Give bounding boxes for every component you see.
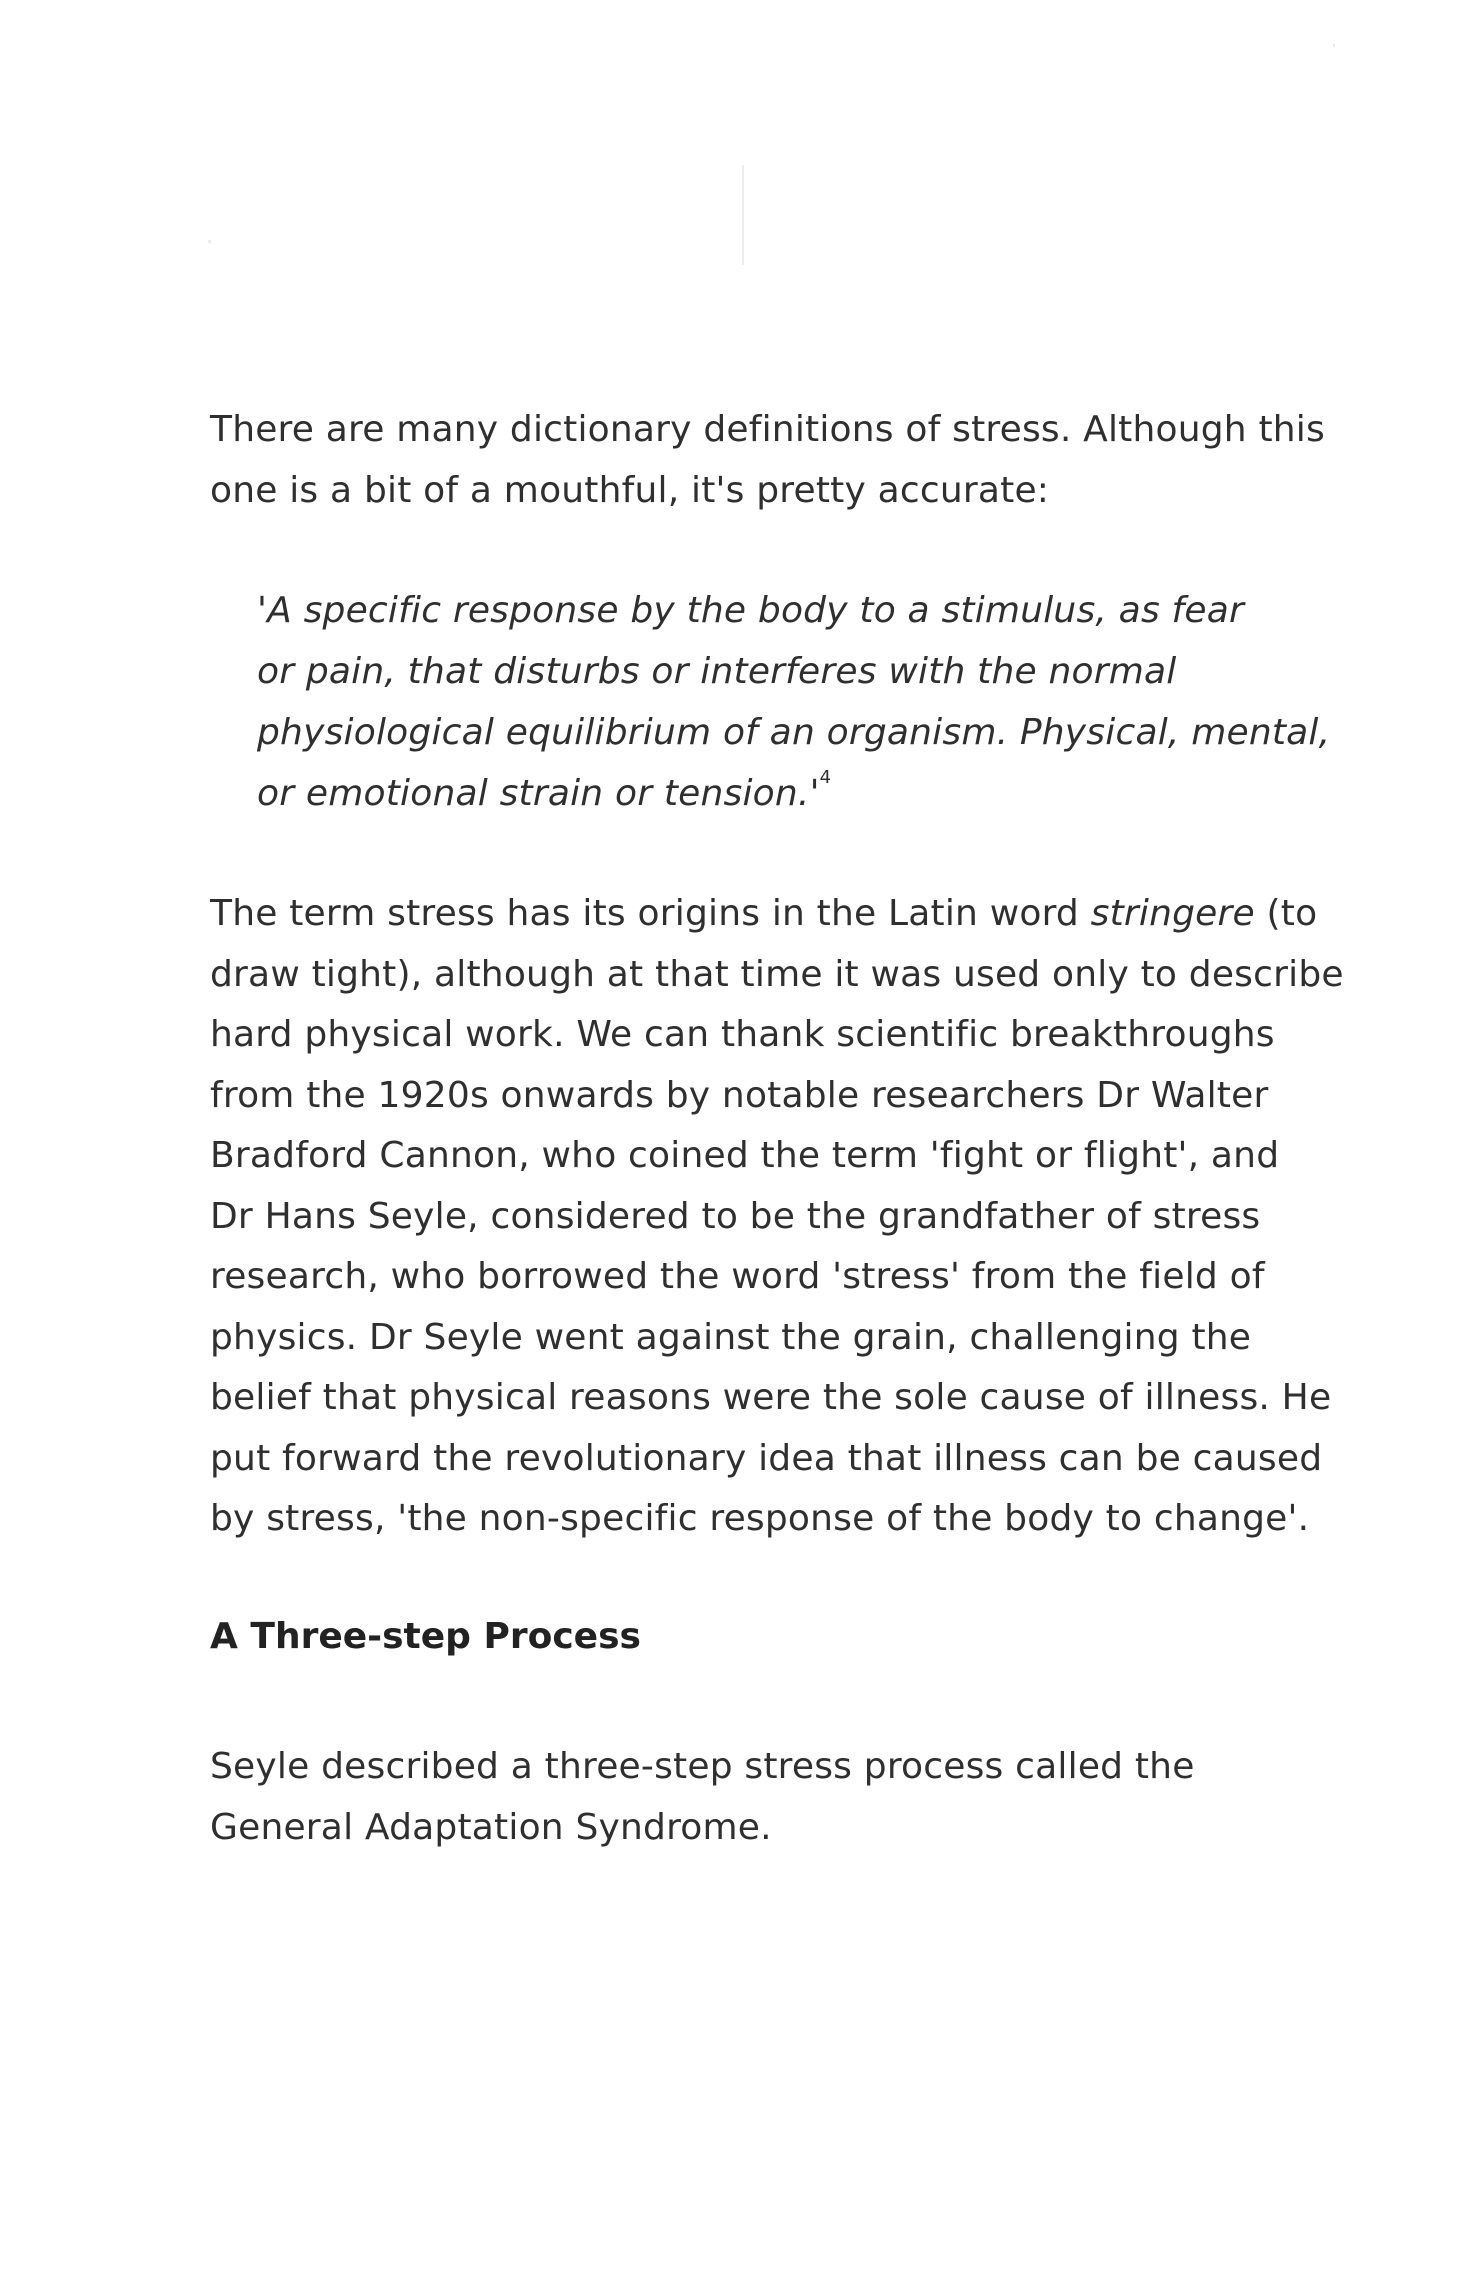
body-line: hard physical work. We can thank scientific breakthroughs [210, 1014, 1275, 1055]
body-text: The term stress has its origins in the Latin word [210, 893, 1091, 934]
scan-artifact-dot [208, 240, 211, 243]
body-line: Bradford Cannon, who coined the term 'fight or flight', and [210, 1135, 1280, 1176]
quote-line-last [257, 763, 1317, 824]
scan-artifact-line [742, 165, 744, 265]
body-paragraph [210, 884, 1344, 1550]
quote-line: physiological equilibrium of an organism. Physical, mental, [257, 712, 1331, 753]
quote-line: 'A specific response by the body to a stimulus, as fear [257, 590, 1245, 631]
closing-paragraph [210, 1737, 1320, 1858]
body-line: from the 1920s onwards by notable researchers Dr Walter [210, 1074, 1269, 1116]
body-line: put forward the revolutionary idea that illness can be caused [210, 1437, 1323, 1479]
body-line: physics. Dr Seyle went against the grain, challenging the [210, 1316, 1252, 1358]
latin-term: stringere [1090, 893, 1255, 934]
closing-line: General Adaptation Syndrome. [210, 1806, 772, 1848]
body-line: belief that physical reasons were the sole cause of illness. He [210, 1377, 1332, 1418]
intro-paragraph [210, 400, 1325, 521]
definition-quote [257, 580, 1331, 824]
body-line: Dr Hans Seyle, considered to be the grandfather of stress [210, 1195, 1261, 1237]
quote-line-text: or emotional strain or tension.' [257, 773, 820, 814]
intro-line: one is a bit of a mouthful, it's pretty accurate: [210, 469, 1050, 511]
footnote-reference: 4 [819, 767, 832, 788]
scan-artifact-dot [1333, 44, 1335, 47]
quote-line: or pain, that disturbs or interferes with the normal [257, 651, 1177, 692]
body-line: draw tight), although at that time it was used only to describe [210, 953, 1344, 995]
closing-line: Seyle described a three-step stress process called the [210, 1746, 1195, 1787]
body-line-first [210, 884, 1320, 945]
body-line: by stress, 'the non-specific response of the body to change'. [210, 1498, 1310, 1539]
body-text: (to [1254, 893, 1318, 934]
body-line: research, who borrowed the word 'stress' from the field of [210, 1256, 1265, 1297]
section-heading: A Three-step Process [210, 1616, 641, 1657]
intro-line: There are many dictionary definitions of stress. Although this [210, 409, 1325, 450]
